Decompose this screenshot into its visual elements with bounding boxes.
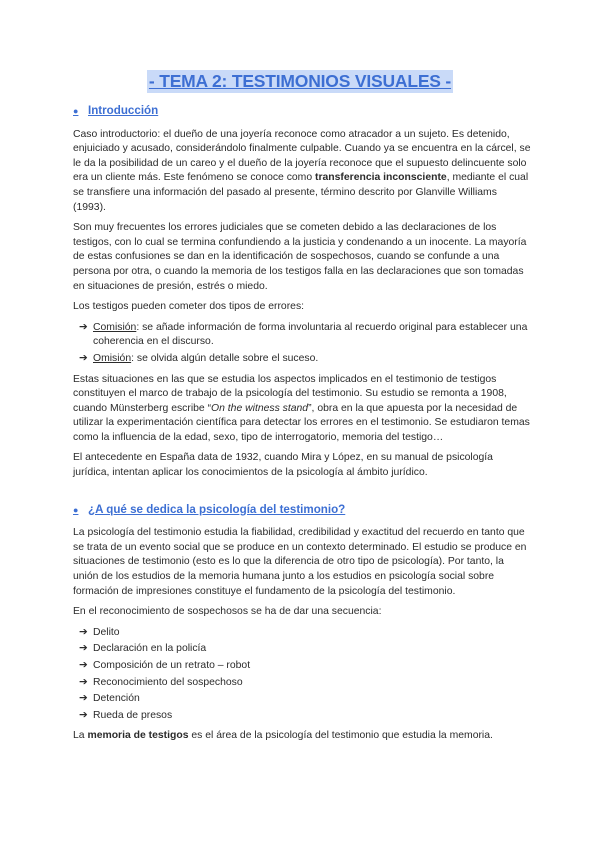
section2-paragraph-2: En el reconocimiento de sospechosos se ha de dar una secuencia:	[73, 606, 382, 618]
arrow-right-icon: ➔	[79, 643, 88, 655]
bullet-dot-icon: ●	[73, 504, 79, 515]
intro-paragraph-2: Son muy frecuentes los errores judiciales que se cometen debido a las declaraciones de los testigos, con lo cual se termina confundiendo a la justicia y condenando a un inocente. La mayoría de estas confusiones se dan en la identificación de sospechosos, cuando se confunde a una persona por otra, o cuando la memoria de los testigos falla en las declaraciones que son tomadas en situaciones de presión, estrés o miedo.	[73, 222, 527, 292]
list-item: ➔ Comisión: se añade información de forma involuntaria al recuerdo original para establecer una coherencia en el discurso.	[79, 321, 528, 348]
section2-heading-text: ¿A qué se dedica la psicología del testimonio?	[88, 502, 346, 516]
term-memoria-testigos: memoria de testigos	[87, 730, 189, 742]
intro-heading-text: Introducción	[88, 104, 159, 117]
list-item: ➔ Declaración en la policía	[73, 642, 531, 657]
section2-paragraph-3: La memoria de testigos es el área de la psicología del testimonio que estudia la memoria.	[73, 730, 493, 742]
arrow-right-icon: ➔	[79, 676, 88, 688]
errors-list	[73, 321, 531, 367]
arrow-right-icon: ➔	[79, 321, 88, 333]
list-item: ➔ Delito	[73, 626, 531, 641]
list-item: ➔ Omisión: se olvida algún detalle sobre el suceso.	[73, 352, 531, 367]
section-heading-psicologia	[73, 503, 531, 518]
page-title: - TEMA 2: TESTIMONIOS VISUALES -	[148, 71, 452, 91]
bullet-dot-icon: ●	[73, 106, 79, 116]
arrow-right-icon: ➔	[79, 693, 88, 705]
sequence-list	[73, 626, 531, 724]
intro-paragraph-3: Los testigos pueden cometer dos tipos de errores:	[73, 301, 305, 313]
document-body	[73, 104, 531, 750]
title-wrapper	[0, 70, 600, 93]
section-heading-intro	[73, 104, 531, 119]
arrow-right-icon: ➔	[79, 626, 88, 638]
intro-paragraph-4: Estas situaciones en las que se estudia los aspectos implicados en el testimonio de testigos constituyen el marco de trabajo de la psicología del testimonio. Su estudio se remonta a 1908, cuando Münsterberg escribe “On the witness stand”, obra en la que apuesta por la necesidad de utilizar la experimentación científica para detectar los errores en el testimonio. Se estudiaron temas como la influencia de la edad, sexo, tipo de interrogatorio, memoria del testigo…	[73, 373, 530, 443]
list-item: ➔ Rueda de presos	[73, 709, 531, 724]
term-transferencia: transferencia inconsciente	[315, 172, 447, 184]
intro-paragraph-5: El antecedente en España data de 1932, cuando Mira y López, en su manual de psicología jurídica, intentan aplicar los conocimientos de la psicología al ámbito jurídico.	[73, 452, 493, 479]
list-item: ➔ Reconocimiento del sospechoso	[73, 676, 531, 691]
arrow-right-icon: ➔	[79, 352, 88, 364]
intro-paragraph-1: Caso introductorio: el dueño de una joyería reconoce como atracador a un sujeto. Es detenido, enjuiciado y acusado, considerándolo finalmente culpable. Cuando ya se encuentra en la cárcel, se le da la posibilidad de un careo y el dueño de la joyería reconoce que el supuesto delincuente solo era un cliente más. Este fenómeno se conoce como transferencia inconsciente, mediante el cual se transfiere una información del pasado al presente, término descrito por Glanville Williams (1993).	[73, 128, 531, 213]
book-title: On the witness stand	[211, 402, 309, 414]
list-item: ➔ Detención	[73, 692, 531, 707]
arrow-right-icon: ➔	[79, 660, 88, 671]
arrow-right-icon: ➔	[79, 709, 88, 721]
section2-paragraph-1: La psicología del testimonio estudia la fiabilidad, credibilidad y exactitud del recuerdo en tanto que se trata de un evento social que se produce en un contexto determinado. El estudio se produce en situaciones de testimonio (esto es lo que la diferencia de otro tipo de psicología). Por tanto, la unión de los estudios de la memoria humana junto a los estudios en psicología social sobre formación de impresiones constituye el fundamento de la psicología del testimonio.	[73, 527, 527, 597]
list-item: ➔ Composición de un retrato – robot	[73, 659, 531, 674]
